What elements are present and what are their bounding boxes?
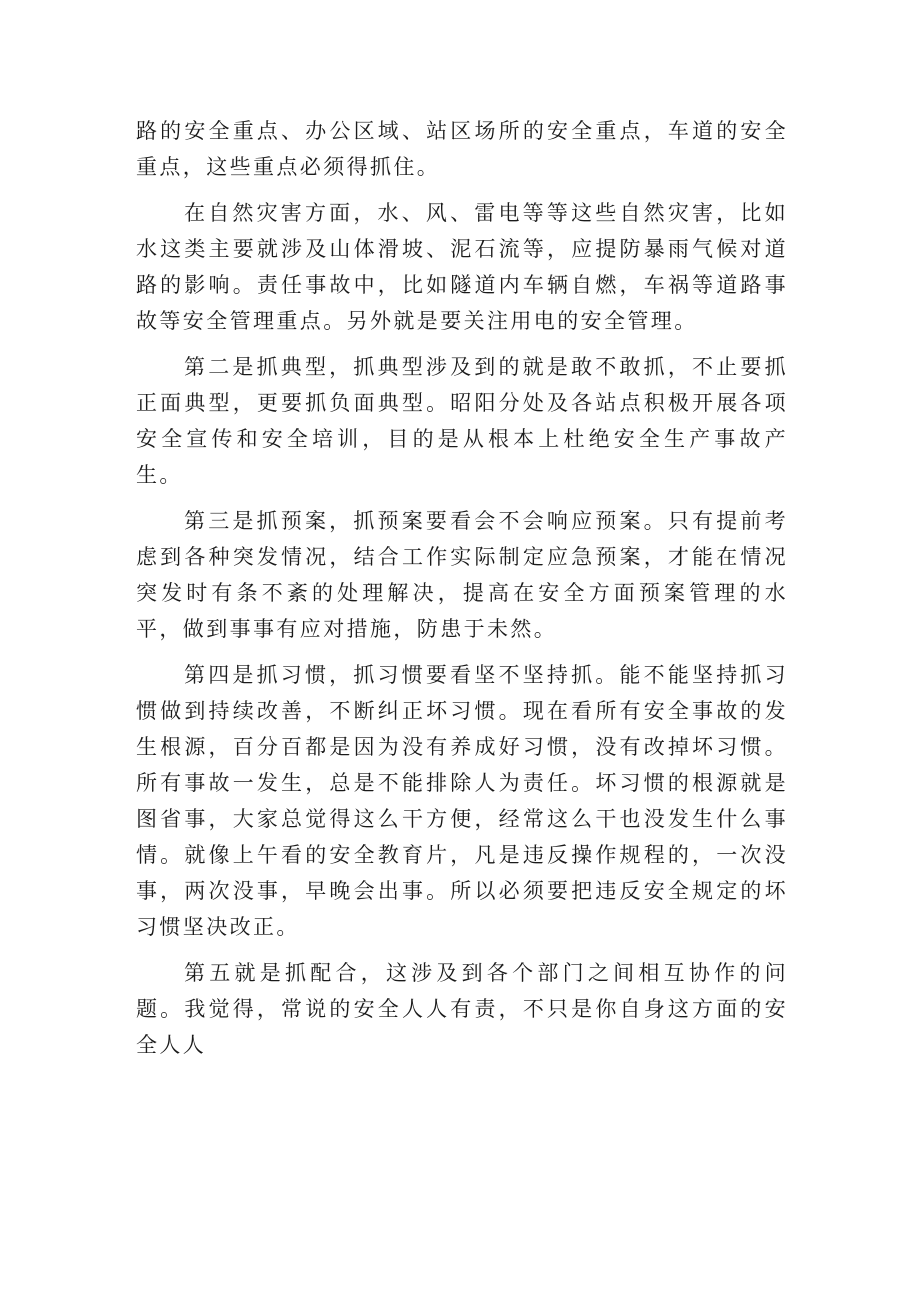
paragraph-typical-cases: 第二是抓典型，抓典型涉及到的就是敢不敢抓，不止要抓正面典型，更要抓负面典型。昭阳分处及各站点积极开展各项安全宣传和安全培训，目的是从根本上杜绝安全生产事故产生。 — [136, 355, 788, 487]
paragraph-contingency-plans: 第三是抓预案，抓预案要看会不会响应预案。只有提前考虑到各种突发情况，结合工作实际制定应急预案，才能在情况突发时有条不紊的处理解决，提高在安全方面预案管理的水平，做到事事有应对措施，防患于未然。 — [136, 509, 788, 641]
paragraph-natural-disasters: 在自然灾害方面，水、风、雷电等等这些自然灾害，比如水这类主要就涉及山体滑坡、泥石流等，应提防暴雨气候对道路的影响。责任事故中，比如隧道内车辆自燃，车祸等道路事故等安全管理重点。另外就是要关注用电的安全管理。 — [136, 201, 788, 333]
paragraph-habits: 第四是抓习惯，抓习惯要看坚不坚持抓。能不能坚持抓习惯做到持续改善，不断纠正坏习惯。现在看所有安全事故的发生根源，百分百都是因为没有养成好习惯，没有改掉坏习惯。所有事故一发生，总是不能排除人为责任。坏习惯的根源就是图省事，大家总觉得这么干方便，经常这么干也没发生什么事情。就像上午看的安全教育片，凡是违反操作规程的，一次没事，两次没事，早晚会出事。所以必须要把违反安全规定的坏习惯坚决改正。 — [136, 663, 788, 939]
paragraph-cooperation: 第五就是抓配合，这涉及到各个部门之间相互协作的问题。我觉得，常说的安全人人有责，不只是你自身这方面的安全人人 — [136, 961, 788, 1057]
paragraph-continuation: 路的安全重点、办公区域、站区场所的安全重点，车道的安全重点，这些重点必须得抓住。 — [136, 119, 788, 179]
document-body — [136, 113, 788, 1063]
